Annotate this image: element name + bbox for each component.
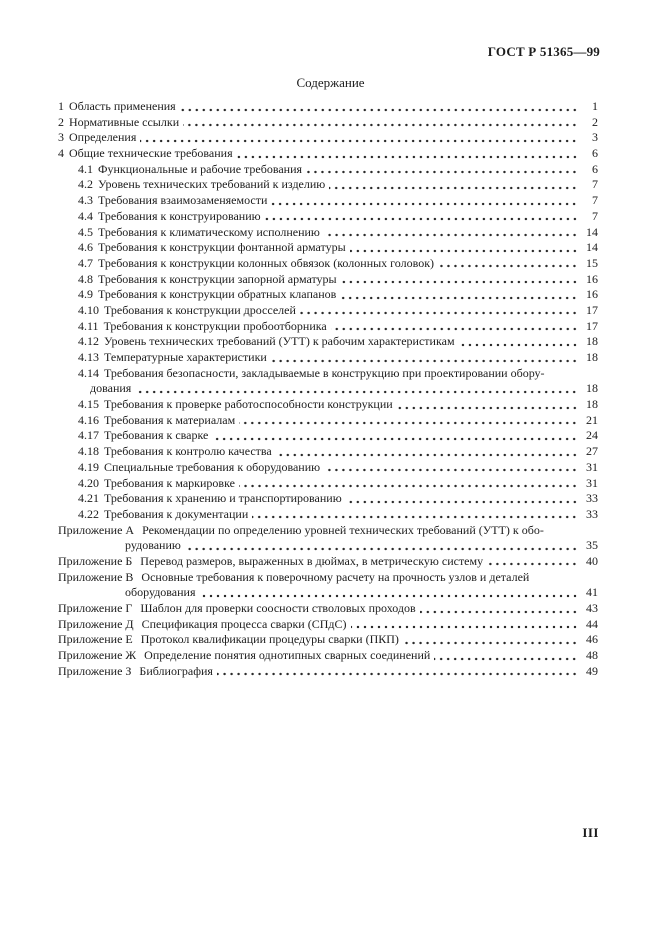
toc-entry-label: Требования к климатическому исполнению [98, 224, 320, 239]
toc-entry [58, 272, 598, 288]
toc-entry-label: Требования к конструкции обратных клапанов [98, 287, 337, 302]
dot-leader [135, 381, 578, 397]
toc-entry-number: 4.6 [78, 240, 93, 255]
toc-entry-text [78, 413, 235, 429]
dot-leader [331, 319, 578, 335]
toc-entry-text [78, 491, 342, 507]
toc-entry-text [78, 350, 267, 366]
toc-entry [58, 99, 598, 115]
toc-entry-label: рудованию [125, 538, 181, 553]
toc-entry-text [58, 115, 179, 131]
toc-entry-page: 7 [592, 177, 598, 192]
toc-entry-page: 24 [586, 428, 598, 443]
toc-entry-number: 4.7 [78, 255, 93, 270]
toc-entry [58, 381, 598, 397]
toc-entry-page: 16 [586, 287, 598, 302]
toc-entry [58, 491, 598, 507]
page-number: III [582, 825, 599, 840]
toc-entry-label: Протокол квалификации процедуры сварки (ПКП) [140, 632, 399, 647]
dot-leader [200, 585, 579, 601]
toc-entry [58, 428, 598, 444]
toc-entry-number: 4.21 [78, 491, 99, 506]
toc-entry [58, 648, 598, 664]
toc-entry [58, 130, 598, 146]
dot-leader [324, 460, 578, 476]
toc-entry-label: Функциональные и рабочие требования [98, 161, 303, 176]
toc-entry [58, 570, 598, 586]
toc-entry-number: 1 [58, 99, 64, 113]
toc-entry-label: Общие технические требования [69, 146, 233, 161]
dot-leader [324, 225, 578, 241]
toc-entry [58, 601, 598, 617]
toc-entry [58, 366, 598, 382]
toc-entry-text [58, 664, 213, 680]
toc-entry-page: 18 [586, 381, 598, 396]
toc-entry-page: 44 [586, 616, 598, 631]
dot-leader [183, 115, 578, 131]
toc-entry-text [78, 240, 346, 256]
toc-entry [58, 632, 598, 648]
toc-entry [58, 554, 598, 570]
toc-entry-number: 4.8 [78, 271, 93, 286]
toc-entry-text [58, 130, 136, 146]
toc-entry-page: 49 [586, 663, 598, 678]
toc-entry-page: 33 [586, 506, 598, 521]
toc-entry-page: 43 [586, 601, 598, 615]
toc-entry [58, 334, 598, 350]
toc-entry [58, 617, 598, 633]
toc-entry-number: Приложение Г [58, 601, 133, 615]
toc-entry [58, 476, 598, 492]
toc-entry-text [90, 381, 131, 397]
dot-leader [434, 648, 578, 664]
toc-entry [58, 507, 598, 523]
toc-entry-text [78, 428, 208, 444]
toc-entry-text [58, 648, 430, 664]
toc-entry-text [78, 272, 337, 288]
dot-leader [212, 428, 578, 444]
toc-entry-label: Библиография [139, 663, 213, 678]
toc-entry-text [78, 177, 325, 193]
toc-entry-number: Приложение Д [58, 616, 134, 631]
toc-entry-text [78, 287, 336, 303]
toc-entry-label: Определение понятия однотипных сварных соединений [144, 648, 431, 663]
dot-leader [346, 491, 578, 507]
toc-entry-label: Нормативные ссылки [69, 114, 180, 129]
toc-entry-label: оборудования [125, 585, 196, 600]
dot-leader [239, 476, 578, 492]
toc-entry-text [78, 225, 320, 241]
toc-entry-number: 2 [58, 114, 64, 129]
toc-entry-page: 2 [592, 114, 598, 129]
dot-leader [276, 444, 578, 460]
toc-entry-number: Приложение В [58, 569, 134, 584]
toc-entry-label: Определения [69, 130, 137, 145]
toc-entry-number: 4.14 [78, 365, 99, 380]
toc-entry-number: 4.2 [78, 177, 93, 192]
toc-entry-number: Приложение А [58, 522, 135, 537]
toc-entry-page: 16 [586, 271, 598, 286]
toc-entry-label: Требования к конструированию [98, 208, 261, 223]
toc-entry-number: Приложение Б [58, 553, 133, 568]
toc-entry-text [58, 146, 233, 162]
toc-entry-text [125, 585, 196, 601]
toc-entry-text [58, 632, 399, 648]
toc-entry-page: 1 [592, 99, 598, 113]
toc-entry-label: Основные требования к поверочному расчету на прочность узлов и деталей [141, 569, 530, 584]
toc-title: Содержание [296, 75, 365, 90]
dot-leader [271, 350, 578, 366]
toc-entry-text [125, 538, 181, 554]
toc-entry-number: 4.4 [78, 208, 93, 223]
dot-leader [459, 334, 578, 350]
toc-entry-page: 31 [586, 475, 598, 490]
dot-leader [420, 601, 578, 617]
toc-entry-text [78, 256, 434, 272]
toc-entry-page: 15 [586, 255, 598, 270]
toc-entry-page: 41 [586, 585, 598, 600]
toc-entry-label: Шаблон для проверки соосности стволовых проходов [140, 601, 416, 615]
toc-entry [58, 146, 598, 162]
toc-entry-text [78, 303, 296, 319]
toc-entry-label: Температурные характеристики [104, 350, 267, 364]
toc-entry-page: 40 [586, 553, 598, 568]
dot-leader [340, 287, 578, 303]
toc-entry-text [58, 617, 347, 633]
toc-entry-page: 14 [586, 240, 598, 255]
toc-entry-page: 27 [586, 444, 598, 459]
toc-entry-page: 21 [586, 412, 598, 427]
toc-entry-number: 4 [58, 146, 64, 161]
toc-entry-number: 4.16 [78, 412, 99, 427]
toc-entry-text [78, 507, 248, 523]
toc-entry-page: 31 [586, 459, 598, 474]
toc-entry-label: Требования к контролю качества [104, 444, 272, 459]
toc-entry-text [78, 334, 455, 350]
toc-entry-text [78, 444, 272, 460]
toc-entry [58, 523, 598, 539]
toc-entry-text [58, 570, 529, 586]
dot-leader [237, 146, 578, 162]
toc-entry [58, 397, 598, 413]
toc-entry [58, 225, 598, 241]
toc-entry-page: 7 [592, 208, 598, 223]
toc-entry-number: 4.13 [78, 350, 99, 364]
dot-leader [438, 256, 578, 272]
toc-entry-page: 3 [592, 130, 598, 145]
toc-entry-number: 4.15 [78, 397, 99, 412]
dot-leader [185, 538, 578, 554]
toc-entry-page: 46 [586, 632, 598, 647]
toc-entry [58, 162, 598, 178]
toc-entry [58, 444, 598, 460]
toc-entry-page: 7 [592, 193, 598, 208]
toc-entry-text [58, 523, 544, 539]
toc-entry-label: Перевод размеров, выраженных в дюймах, в метрическую систему [140, 553, 484, 568]
toc-entry-label: Специальные требования к оборудованию [104, 459, 321, 474]
toc-entry-text [78, 319, 327, 335]
dot-leader [300, 303, 578, 319]
toc-entry-label: Требования к конструкции колонных обвязок (колонных головок) [98, 255, 435, 270]
toc-entry-label: дования [90, 381, 132, 396]
toc-entry-number: 4.3 [78, 193, 93, 208]
dot-leader [239, 413, 578, 429]
toc-entry-text [78, 397, 393, 413]
toc-entry-number: 4.17 [78, 428, 99, 443]
toc-entry-label: Уровень технических требований (УТТ) к рабочим характеристикам [104, 334, 455, 349]
toc-entry-text [78, 193, 267, 209]
toc-entry-label: Спецификация процесса сварки (СПдС) [141, 616, 347, 631]
toc-entry [58, 319, 598, 335]
toc-entry-page: 33 [586, 491, 598, 506]
toc-entry-text [78, 209, 261, 225]
toc-entry-label: Требования к маркировке [104, 475, 235, 490]
toc-entry-page: 48 [586, 648, 598, 663]
toc-entry-label: Рекомендации по определению уровней технических требований (УТТ) к обо- [142, 522, 544, 537]
toc-entry-page: 18 [586, 334, 598, 349]
toc-entry-number: 4.20 [78, 475, 99, 490]
toc-entry-text [58, 99, 176, 115]
toc-entry-number: 4.22 [78, 506, 99, 521]
toc-entry-number: 4.18 [78, 444, 99, 459]
toc-entry-label: Требования безопасности, закладываемые в конструкцию при проектировании обору- [104, 365, 545, 380]
toc-entry-number: 4.12 [78, 334, 99, 349]
dot-leader [351, 617, 578, 633]
toc-entry-number: 4.11 [78, 318, 99, 333]
toc-entry-label: Требования к материалам [104, 412, 236, 427]
toc-entry [58, 664, 598, 680]
toc-entry [58, 460, 598, 476]
toc-entry-label: Требования к конструкции фонтанной арматуры [98, 240, 346, 255]
dot-leader [350, 240, 578, 256]
toc-entry-number: 3 [58, 130, 64, 145]
toc-entry [58, 287, 598, 303]
toc-entry [58, 193, 598, 209]
dot-leader [140, 130, 578, 146]
toc-entry-label: Требования к сварке [104, 428, 209, 443]
toc-entry-page: 14 [586, 224, 598, 239]
toc-entry-text [78, 460, 320, 476]
toc-entry-number: 4.19 [78, 459, 99, 474]
toc-list [58, 99, 598, 679]
toc-entry-label: Требования к конструкции дросселей [104, 302, 296, 317]
toc-entry [58, 209, 598, 225]
toc-entry [58, 240, 598, 256]
toc-entry-number: 4.1 [78, 161, 93, 176]
dot-leader [252, 507, 578, 523]
dot-leader [403, 632, 578, 648]
toc-entry-label: Уровень технических требований к изделию [98, 177, 326, 192]
toc-entry [58, 585, 598, 601]
dot-leader [217, 664, 578, 680]
toc-entry-number: Приложение Е [58, 632, 133, 647]
toc-entry [58, 350, 598, 366]
toc-entry-page: 35 [586, 538, 598, 553]
dot-leader [271, 193, 578, 209]
toc-entry-text [58, 554, 483, 570]
toc-entry-number: Приложение Ж [58, 648, 137, 663]
toc-entry-label: Требования к проверке работоспособности конструкции [104, 397, 393, 412]
toc-entry-page: 17 [586, 318, 598, 333]
toc-entry-page: 6 [592, 161, 598, 176]
toc-entry [58, 413, 598, 429]
toc-entry [58, 115, 598, 131]
toc-entry-page: 17 [586, 302, 598, 317]
toc-entry-number: Приложение З [58, 663, 132, 678]
toc-entry-text [58, 601, 416, 617]
toc-entry-number: 4.10 [78, 302, 99, 317]
toc-entry-label: Требования взаимозаменяемости [98, 193, 268, 208]
toc-entry-page: 18 [586, 350, 598, 364]
toc-entry-label: Область применения [69, 99, 176, 113]
dot-leader [329, 177, 578, 193]
toc-entry-label: Требования к хранению и транспортированию [104, 491, 342, 506]
toc-entry-number: 4.9 [78, 287, 93, 302]
dot-leader [180, 99, 578, 115]
toc-entry-page: 6 [592, 146, 598, 161]
doc-code: ГОСТ Р 51365—99 [487, 44, 600, 59]
dot-leader [306, 162, 578, 178]
toc-entry-page: 18 [586, 397, 598, 412]
dot-leader [341, 272, 578, 288]
toc-entry-text [78, 366, 545, 382]
toc-entry [58, 177, 598, 193]
toc-entry-number: 4.5 [78, 224, 93, 239]
toc-entry [58, 538, 598, 554]
toc-entry-label: Требования к конструкции запорной арматуры [98, 271, 337, 286]
toc-entry [58, 256, 598, 272]
toc-entry-text [78, 162, 302, 178]
dot-leader [487, 554, 578, 570]
dot-leader [265, 209, 578, 225]
dot-leader [397, 397, 578, 413]
toc-entry-text [78, 476, 235, 492]
toc-entry [58, 303, 598, 319]
toc-entry-label: Требования к конструкции пробоотборника [103, 318, 327, 333]
toc-entry-label: Требования к документации [104, 506, 249, 521]
